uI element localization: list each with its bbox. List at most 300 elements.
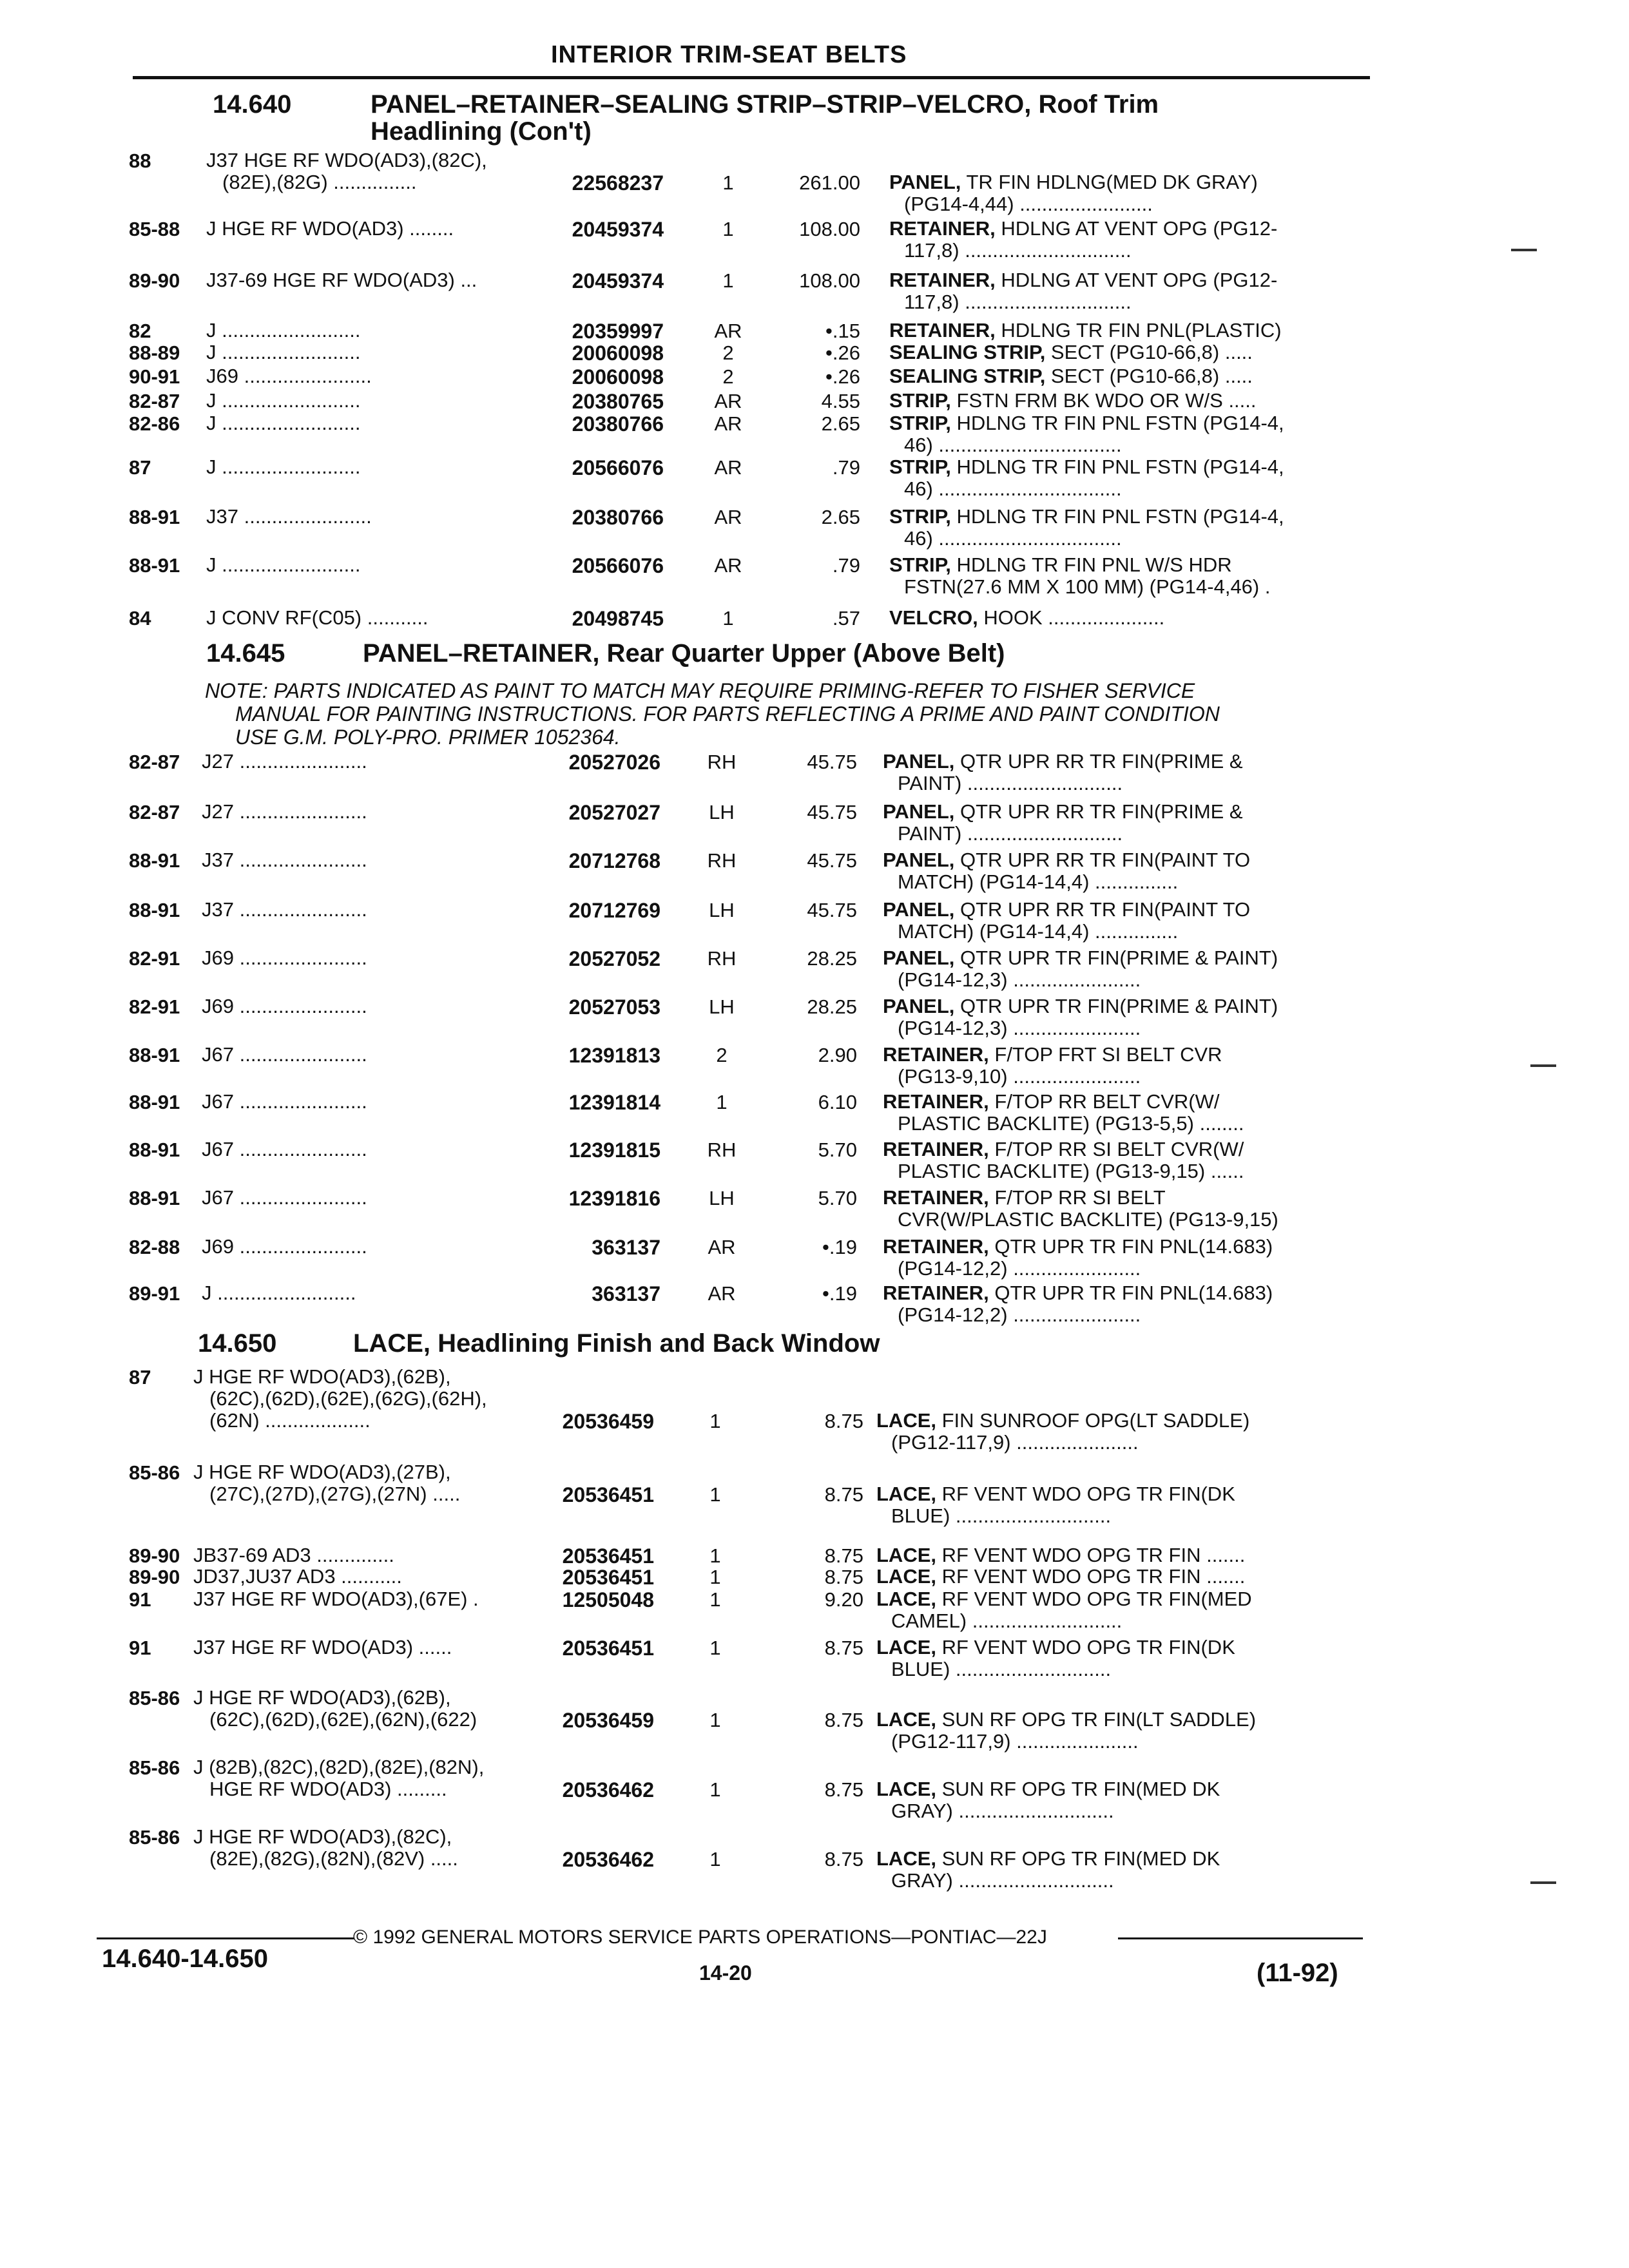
part-number: 20536451 [562,1637,654,1660]
quantity: AR [714,390,742,412]
model-application: J ......................... [206,553,361,576]
part-number: 20536459 [562,1709,654,1732]
part-detail: HDLNG TR FIN PNL FSTN (PG14-4, [950,456,1284,478]
part-description: 117,8) .............................. [904,291,1132,313]
part-name: LACE, [876,1544,936,1566]
price: 9.20 [824,1588,863,1611]
price: 4.55 [821,390,860,412]
model-application: J HGE RF WDO(AD3),(82C), [193,1825,452,1848]
footer-rule-left [97,1937,354,1939]
model-application: J69 ....................... [202,947,367,969]
quantity: AR [708,1282,736,1305]
part-name: RETAINER, [883,1235,989,1258]
model-application: J69 ....................... [202,995,367,1017]
price: 28.25 [807,947,857,970]
model-year: 89-90 [129,1566,180,1588]
quantity: AR [714,412,742,435]
part-name: PANEL, [883,750,955,773]
model-year: 88-91 [129,1091,180,1113]
model-application: J HGE RF WDO(AD3) ........ [206,217,454,240]
section-title: PANEL–RETAINER–SEALING STRIP–STRIP–VELCRO, Roof Trim [371,90,1159,119]
part-number: 20527053 [568,995,660,1019]
part-description [883,751,1243,773]
part-description [876,1637,1235,1658]
quantity: 2 [722,341,734,364]
quantity: AR [714,320,742,342]
model-year: 85-86 [129,1687,180,1709]
part-description: FSTN(27.6 MM X 100 MM) (PG14-4,46) . [904,575,1271,598]
part-detail: HOOK ..................... [978,606,1165,629]
model-year: 82-87 [129,390,180,412]
quantity: 1 [716,1091,728,1113]
part-name: LACE, [876,1708,936,1731]
model-application: J HGE RF WDO(AD3),(62B), [193,1686,451,1709]
part-number: 12391813 [568,1044,660,1067]
quantity: 2 [722,365,734,388]
part-description: GRAY) ............................ [891,1869,1114,1892]
part-description [883,801,1243,823]
model-year: 82-91 [129,995,180,1018]
part-name: SEALING STRIP, [889,341,1046,363]
part-description: (PG13-9,10) ....................... [898,1065,1141,1088]
part-description [889,456,1284,478]
model-application: J HGE RF WDO(AD3),(27B), [193,1461,451,1483]
part-number: 12505048 [562,1588,654,1611]
part-detail: F/TOP RR SI BELT [988,1186,1166,1209]
part-description [876,1566,1245,1588]
part-number: 12391815 [568,1139,660,1162]
part-number: 363137 [592,1236,660,1259]
model-application: J67 ....................... [202,1090,367,1113]
part-description [883,1044,1222,1066]
part-description [883,995,1278,1017]
model-year: 85-88 [129,218,180,240]
part-detail: HDLNG AT VENT OPG (PG12- [995,269,1278,291]
part-description: (PG14-12,2) ....................... [898,1303,1141,1326]
model-year: 84 [129,607,151,629]
part-description: PAINT) ............................ [898,822,1123,845]
model-application: (62C),(62D),(62E),(62G),(62H), [209,1387,487,1410]
model-application: J ......................... [206,341,361,363]
section-subtitle: Headlining (Con't) [371,117,592,146]
model-year: 88-91 [129,1139,180,1161]
price: 261.00 [799,171,860,194]
part-number: 20380766 [572,506,664,529]
part-name: RETAINER, [889,217,996,240]
part-description [883,947,1278,969]
part-detail: SUN RF OPG TR FIN(LT SADDLE) [936,1708,1257,1731]
part-description: CAMEL) ........................... [891,1610,1123,1632]
part-number: 20498745 [572,607,664,630]
quantity: 1 [709,1544,721,1567]
model-year: 89-90 [129,269,180,292]
model-application: J37-69 HGE RF WDO(AD3) ... [206,269,477,291]
price: 8.75 [824,1566,863,1588]
quantity: RH [707,947,737,970]
footer-section-range: 14.640-14.650 [102,1945,269,1973]
quantity: AR [714,506,742,528]
part-detail: RF VENT WDO OPG TR FIN(DK [936,1636,1235,1658]
part-name: STRIP, [889,553,951,576]
part-name: SEALING STRIP, [889,365,1046,387]
model-application: (82E),(82G) ............... [222,171,417,193]
model-year: 87 [129,1366,151,1389]
part-detail: QTR UPR TR FIN PNL(14.683) [988,1235,1273,1258]
quantity: 1 [709,1410,721,1432]
part-description [889,365,1253,387]
part-description [889,218,1277,240]
section-number: 14.645 [206,639,285,668]
part-description [889,390,1257,412]
quantity: LH [709,899,735,921]
part-number: 20459374 [572,218,664,241]
model-application: J37 ....................... [202,898,367,921]
part-description [889,607,1164,629]
price: 8.75 [824,1637,863,1659]
part-number: 20527027 [568,801,660,824]
model-application: J (82B),(82C),(82D),(82E),(82N), [193,1756,485,1778]
model-year: 85-86 [129,1826,180,1849]
part-name: PANEL, [883,849,955,871]
part-description [876,1544,1245,1566]
part-description [889,320,1282,341]
part-number: 20380766 [572,412,664,436]
price: 8.75 [824,1544,863,1567]
quantity: 1 [722,171,734,194]
part-name: LACE, [876,1409,936,1432]
part-name: PANEL, [889,171,961,193]
part-name: RETAINER, [883,1043,989,1066]
price: 8.75 [824,1483,863,1506]
part-detail: FSTN FRM BK WDO OR W/S ..... [950,389,1257,412]
model-application: J69 ....................... [206,365,372,387]
model-year: 88-91 [129,554,180,577]
part-name: RETAINER, [883,1138,989,1160]
part-description [883,1139,1244,1160]
part-detail: F/TOP RR SI BELT CVR(W/ [988,1138,1244,1160]
model-application: J ......................... [206,456,361,478]
price: 45.75 [807,899,857,921]
price: .57 [832,607,860,629]
part-name: RETAINER, [889,269,996,291]
header-rule [133,76,1370,79]
model-year: 82-87 [129,751,180,773]
part-description: PLASTIC BACKLITE) (PG13-5,5) ........ [898,1112,1244,1135]
price: 6.10 [818,1091,857,1113]
part-number: 20712768 [568,849,660,872]
part-description: (PG14-12,3) ....................... [898,1017,1141,1039]
part-detail: SUN RF OPG TR FIN(MED DK [936,1778,1220,1800]
margin-mark [1530,1064,1556,1067]
part-description: (PG12-117,9) ...................... [891,1431,1139,1454]
quantity: RH [707,1139,737,1161]
model-year: 91 [129,1588,151,1611]
part-description: PLASTIC BACKLITE) (PG13-9,15) ...... [898,1160,1244,1182]
part-detail: QTR UPR RR TR FIN(PRIME & [954,800,1243,823]
margin-mark [1530,1881,1556,1884]
part-description [876,1848,1220,1870]
part-detail: SECT (PG10-66,8) ..... [1045,341,1253,363]
part-description [876,1588,1252,1610]
model-application: J ......................... [206,319,361,341]
price: .79 [832,456,860,479]
part-detail: QTR UPR TR FIN(PRIME & PAINT) [954,947,1278,969]
part-description: (PG12-117,9) ...................... [891,1730,1139,1753]
part-name: LACE, [876,1483,936,1505]
part-description [889,269,1277,291]
section-title: LACE, Headlining Finish and Back Window [353,1329,880,1358]
quantity: LH [709,801,735,823]
part-description [889,341,1253,363]
page-header-title: INTERIOR TRIM-SEAT BELTS [551,41,907,68]
price: •.19 [822,1282,857,1305]
part-detail: SECT (PG10-66,8) ..... [1045,365,1253,387]
part-detail: RF VENT WDO OPG TR FIN ....... [936,1565,1246,1588]
part-number: 20527026 [568,751,660,774]
part-name: LACE, [876,1588,936,1610]
section-note-line: USE G.M. POLY-PRO. PRIMER 1052364. [235,726,621,749]
part-number: 20536451 [562,1566,654,1589]
model-year: 87 [129,456,151,479]
part-description [883,1091,1219,1113]
part-detail: FIN SUNROOF OPG(LT SADDLE) [936,1409,1250,1432]
model-year: 91 [129,1637,151,1659]
part-number: 20536451 [562,1483,654,1506]
part-number: 20459374 [572,269,664,293]
quantity: 1 [709,1848,721,1870]
model-year: 88-91 [129,1187,180,1209]
price: 8.75 [824,1848,863,1870]
part-name: LACE, [876,1636,936,1658]
price: 5.70 [818,1187,857,1209]
model-year: 82-88 [129,1236,180,1258]
part-detail: QTR UPR RR TR FIN(PAINT TO [954,849,1251,871]
part-description: 117,8) .............................. [904,239,1132,262]
part-detail: RF VENT WDO OPG TR FIN ....... [936,1544,1246,1566]
part-name: PANEL, [883,995,955,1017]
quantity: 1 [709,1637,721,1659]
part-number: 20712769 [568,899,660,922]
part-name: STRIP, [889,412,951,434]
model-year: 90-91 [129,365,180,388]
price: 2.90 [818,1044,857,1066]
part-number: 12391816 [568,1187,660,1210]
part-description [883,1282,1273,1304]
part-description: (PG14-4,44) ........................ [904,193,1153,215]
footer-copyright: © 1992 GENERAL MOTORS SERVICE PARTS OPERATIONS—PONTIAC—22J [353,1927,1047,1948]
price: •.19 [822,1236,857,1258]
part-name: PANEL, [883,947,955,969]
part-name: STRIP, [889,456,951,478]
model-application: J ......................... [206,412,361,434]
model-application: (27C),(27D),(27G),(27N) ..... [209,1483,461,1505]
part-description: PAINT) ............................ [898,772,1123,794]
part-number: 20536462 [562,1848,654,1871]
section-number: 14.640 [213,90,292,119]
model-year: 89-91 [129,1282,180,1305]
section-note-line: MANUAL FOR PAINTING INSTRUCTIONS. FOR PARTS REFLECTING A PRIME AND PAINT CONDITION [235,702,1220,726]
quantity: RH [707,751,737,773]
part-description [876,1778,1220,1800]
price: 108.00 [799,269,860,292]
part-description [883,1236,1273,1258]
model-application: J27 ....................... [202,750,367,773]
part-number: 20566076 [572,554,664,577]
part-detail: TR FIN HDLNG(MED DK GRAY) [961,171,1258,193]
part-detail: SUN RF OPG TR FIN(MED DK [936,1847,1220,1870]
model-application: J CONV RF(C05) ........... [206,606,429,629]
part-description [889,171,1258,193]
model-application: HGE RF WDO(AD3) ......... [209,1778,447,1800]
model-application: J37 ....................... [202,849,367,871]
model-year: 88-91 [129,1044,180,1066]
price: .79 [832,554,860,577]
part-name: LACE, [876,1565,936,1588]
quantity: AR [714,456,742,479]
quantity: 1 [722,218,734,240]
model-application: J ......................... [202,1282,356,1304]
price: •.26 [825,365,860,388]
price: 8.75 [824,1410,863,1432]
quantity: 1 [709,1778,721,1801]
part-number: 363137 [592,1282,660,1305]
quantity: 1 [709,1588,721,1611]
price: 8.75 [824,1709,863,1731]
part-detail: HDLNG TR FIN PNL(PLASTIC) [995,319,1282,341]
quantity: AR [714,554,742,577]
margin-mark [1511,249,1537,251]
part-number: 20536451 [562,1544,654,1568]
part-detail: HDLNG TR FIN PNL W/S HDR [950,553,1232,576]
part-description: 46) ................................. [904,434,1122,456]
part-description [889,412,1284,434]
model-application: J67 ....................... [202,1186,367,1209]
price: 45.75 [807,849,857,872]
model-application: (62C),(62D),(62E),(62N),(622) [209,1708,477,1731]
model-year: 88-91 [129,899,180,921]
part-detail: RF VENT WDO OPG TR FIN(DK [936,1483,1235,1505]
part-detail: HDLNG TR FIN PNL FSTN (PG14-4, [950,412,1284,434]
part-description [883,849,1250,871]
part-number: 12391814 [568,1091,660,1114]
part-number: 20566076 [572,456,664,479]
model-application: J27 ....................... [202,800,367,823]
part-name: RETAINER, [883,1282,989,1304]
section-number: 14.650 [198,1329,277,1358]
model-application: J ......................... [206,389,361,412]
part-description [876,1709,1256,1731]
part-detail: F/TOP RR BELT CVR(W/ [988,1090,1220,1113]
part-description: BLUE) ............................ [891,1658,1112,1680]
price: 2.65 [821,506,860,528]
section-title: PANEL–RETAINER, Rear Quarter Upper (Above Belt) [363,639,1005,668]
model-application: J37 HGE RF WDO(AD3) ...... [193,1636,452,1658]
quantity: AR [708,1236,736,1258]
part-name: RETAINER, [889,319,996,341]
part-name: LACE, [876,1847,936,1870]
part-description [883,1187,1166,1209]
footer-date: (11-92) [1257,1959,1338,1987]
quantity: 1 [722,269,734,292]
model-application: J67 ....................... [202,1043,367,1066]
part-description: (PG14-12,3) ....................... [898,968,1141,991]
part-description [876,1483,1235,1505]
part-number: 20380765 [572,390,664,413]
part-description: CVR(W/PLASTIC BACKLITE) (PG13-9,15) [898,1208,1278,1231]
price: 2.65 [821,412,860,435]
part-name: RETAINER, [883,1186,989,1209]
part-number: 20527052 [568,947,660,970]
part-description: 46) ................................. [904,477,1122,500]
part-description: (PG14-12,2) ....................... [898,1257,1141,1280]
model-application: JD37,JU37 AD3 ........... [193,1565,402,1588]
part-description [889,554,1232,576]
part-detail: QTR UPR RR TR FIN(PRIME & [954,750,1243,773]
section-note-line: NOTE: PARTS INDICATED AS PAINT TO MATCH MAY REQUIRE PRIMING-REFER TO FISHER SERVICE [205,679,1195,702]
model-application: JB37-69 AD3 .............. [193,1544,394,1566]
part-detail: QTR UPR TR FIN(PRIME & PAINT) [954,995,1278,1017]
part-number: 20060098 [572,341,664,365]
part-name: VELCRO, [889,606,978,629]
model-application: J67 ....................... [202,1138,367,1160]
price: 8.75 [824,1778,863,1801]
quantity: 2 [716,1044,728,1066]
part-name: PANEL, [883,898,955,921]
part-description [889,506,1284,528]
part-number: 22568237 [572,171,664,195]
part-name: STRIP, [889,505,951,528]
quantity: RH [707,849,737,872]
model-application: (62N) ................... [209,1409,371,1432]
price: •.26 [825,341,860,364]
part-number: 20536459 [562,1410,654,1433]
quantity: 1 [709,1483,721,1506]
footer-page-number: 14-20 [699,1961,752,1984]
part-description: MATCH) (PG14-14,4) ............... [898,870,1179,893]
part-description [883,899,1250,921]
model-application: J69 ....................... [202,1235,367,1258]
part-number: 20359997 [572,320,664,343]
model-year: 89-90 [129,1544,180,1567]
footer-rule-right [1118,1937,1363,1939]
part-detail: F/TOP FRT SI BELT CVR [988,1043,1222,1066]
part-name: LACE, [876,1778,936,1800]
part-description: BLUE) ............................ [891,1504,1112,1527]
quantity: 1 [709,1709,721,1731]
model-application: (82E),(82G),(82N),(82V) ..... [209,1847,458,1870]
part-description: MATCH) (PG14-14,4) ............... [898,920,1179,943]
part-number: 20536462 [562,1778,654,1802]
part-name: STRIP, [889,389,951,412]
price: 108.00 [799,218,860,240]
quantity: 1 [709,1566,721,1588]
model-year: 88-91 [129,849,180,872]
price: •.15 [825,320,860,342]
quantity: LH [709,1187,735,1209]
price: 28.25 [807,995,857,1018]
part-detail: QTR UPR TR FIN PNL(14.683) [988,1282,1273,1304]
price: 5.70 [818,1139,857,1161]
model-application: J HGE RF WDO(AD3),(62B), [193,1365,451,1388]
part-description: 46) ................................. [904,527,1122,550]
model-year: 82-86 [129,412,180,435]
part-name: RETAINER, [883,1090,989,1113]
part-detail: HDLNG AT VENT OPG (PG12- [995,217,1278,240]
model-year: 85-86 [129,1461,180,1484]
part-detail: HDLNG TR FIN PNL FSTN (PG14-4, [950,505,1284,528]
model-year: 85-86 [129,1756,180,1779]
part-number: 20060098 [572,365,664,389]
